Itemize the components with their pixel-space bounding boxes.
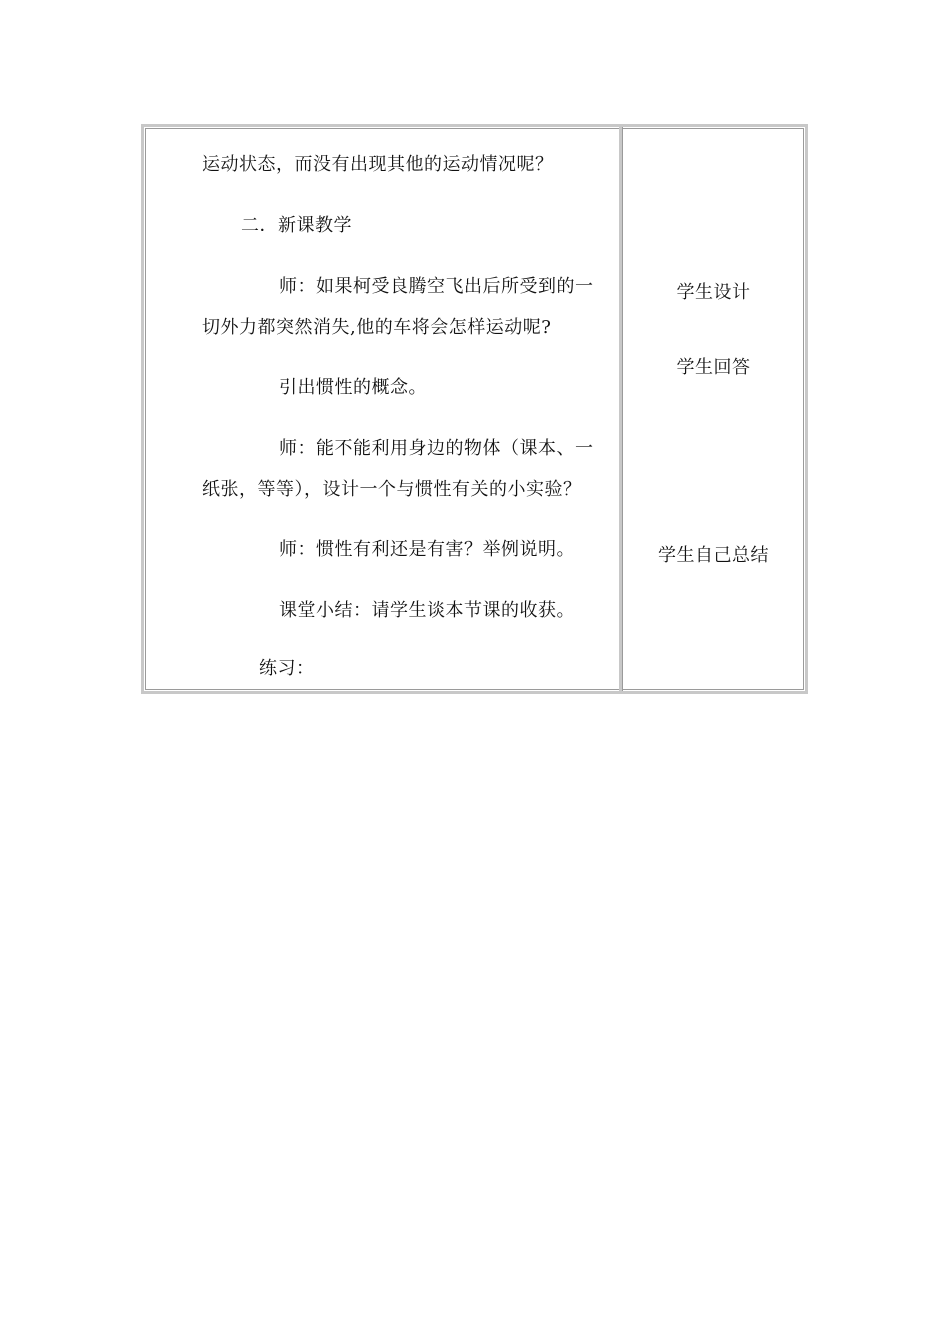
- text-line: 纸张，等等），设计一个与惯性有关的小实验？: [202, 479, 582, 500]
- text-line: 师：如果柯受良腾空飞出后所受到的一: [279, 276, 594, 297]
- student-note: 学生设计: [676, 282, 751, 303]
- teaching-process-cell: [144, 127, 622, 691]
- text-line: 师：惯性有利还是有害？举例说明。: [279, 539, 575, 560]
- text-line: 运动状态，而没有出现其他的运动情况呢？: [202, 154, 554, 175]
- student-activity-cell: [622, 127, 805, 691]
- student-note: 学生回答: [676, 357, 751, 378]
- text-line: 师：能不能利用身边的物体（课本、一: [279, 438, 594, 459]
- text-line: 引出惯性的概念。: [279, 377, 427, 398]
- text-line: 课堂小结：请学生谈本节课的收获。: [279, 600, 575, 621]
- text-line: 切外力都突然消失,他的车将会怎样运动呢?: [202, 317, 552, 338]
- section-heading: 二．新课教学: [241, 215, 352, 236]
- student-note: 学生自己总结: [658, 545, 769, 566]
- text-line: 练习：: [259, 658, 315, 679]
- lesson-plan-table: [141, 124, 808, 694]
